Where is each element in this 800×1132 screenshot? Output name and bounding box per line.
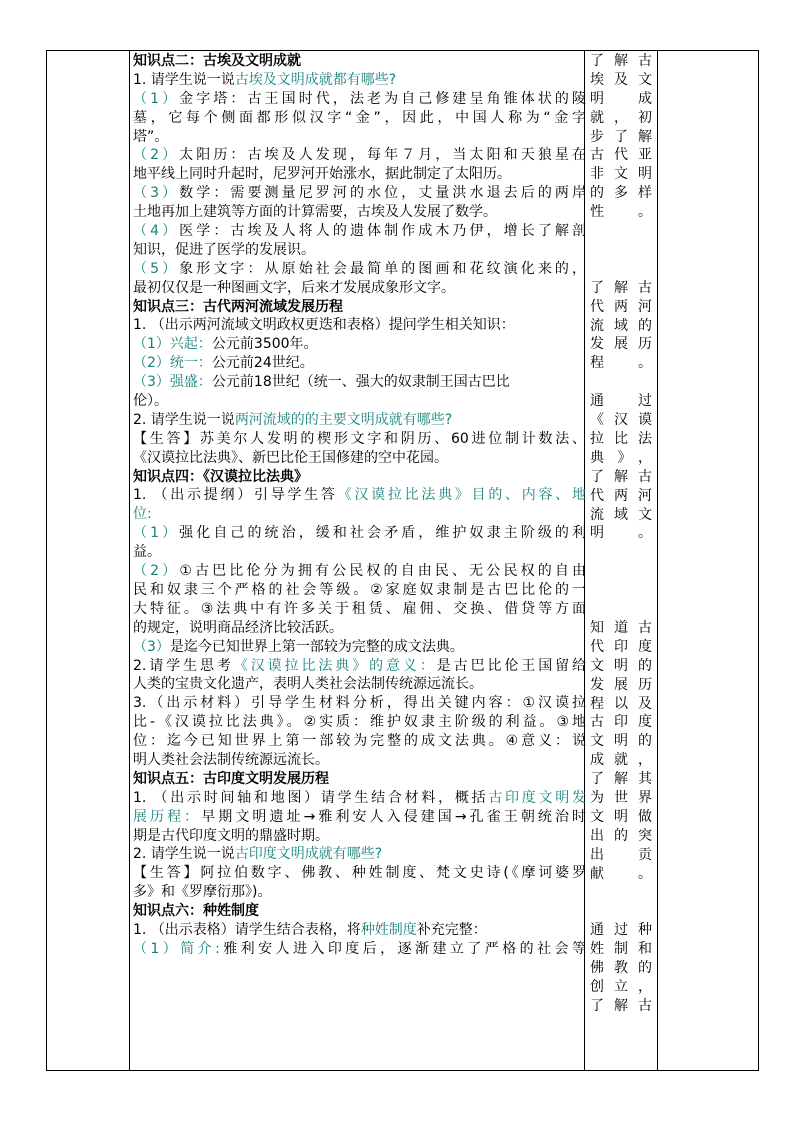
objective-line: 步了解 — [590, 128, 652, 145]
text-segment: 【生答】苏美尔人发明的楔形文字和阴历、60进位制计数法、 — [133, 430, 586, 447]
highlight-text: （1）简介: — [133, 940, 220, 957]
text-segment: 比-《汉谟拉比法典》。②实质：维护奴隶主阶级的利益。③地 — [133, 714, 586, 731]
content-line — [133, 392, 586, 411]
text-segment: 1. （出示提纲）引导学生答 — [133, 487, 338, 504]
content-line — [133, 505, 586, 524]
content-line — [133, 430, 586, 449]
content-line — [133, 109, 586, 128]
content-line — [133, 146, 586, 165]
content-line — [133, 675, 586, 694]
content-line — [133, 751, 586, 770]
objective-line: 文明的 — [590, 733, 652, 750]
text-segment: 太阳历：古埃及人发现，每年７月，当太阳和天狼星在 — [179, 147, 586, 164]
objective-line: 流域文 — [590, 506, 652, 523]
text-segment: 地平线上同时升起时，尼罗河开始涨水，据此制定了太阳历。 — [133, 166, 511, 183]
content-line — [133, 581, 586, 600]
objective-line: 埃及文 — [590, 71, 652, 88]
text-segment: 最初仅仅是一种图画文字，后来才发展成象形文字。 — [133, 279, 455, 296]
content-line — [133, 486, 586, 505]
highlight-text: （3）强盛： — [133, 374, 212, 391]
text-segment: 1. 请学生说一说 — [133, 71, 235, 88]
objective-note — [590, 619, 652, 883]
content-line — [133, 354, 586, 373]
highlight-text: （1）兴起： — [133, 336, 212, 353]
text-segment: 是古巴比伦王国留给 — [436, 657, 586, 674]
content-line — [133, 600, 586, 619]
content-line — [133, 90, 586, 109]
objective-line: 通 过 — [590, 393, 652, 410]
content-line — [133, 165, 586, 184]
objective-line: 代两河 — [590, 298, 652, 315]
text-segment: 人类的宝贵文化遗产，表明人类社会法制传统源远流长。 — [133, 676, 483, 693]
highlight-text: 位: — [133, 506, 152, 523]
objective-line: 性。 — [590, 204, 652, 221]
text-segment: 益。 — [133, 544, 161, 561]
content-line — [133, 694, 586, 713]
objective-line: 献。 — [590, 865, 652, 882]
text-segment: 知识，促进了医学的发展识。 — [133, 241, 315, 258]
objective-line: 文明的 — [590, 657, 652, 674]
text-segment: 早期文明遗址→雅利安人入侵建国→孔雀王朝统治时 — [201, 808, 586, 825]
text-segment: 1. （出示两河流域文明政权更迭和表格）提问学生相关知识： — [133, 317, 515, 334]
column-divider-1 — [129, 51, 130, 1070]
content-line — [133, 543, 586, 562]
teaching-content-column — [133, 52, 586, 959]
text-segment: 伦）。 — [133, 393, 168, 410]
text-segment: 知识点六：种姓制度 — [133, 903, 259, 920]
text-segment: 2. 请学生说一说 — [133, 846, 235, 863]
content-line — [133, 279, 586, 298]
highlight-text: （2） — [133, 147, 180, 164]
objective-note — [590, 279, 652, 373]
objective-line: 了解其 — [590, 771, 652, 788]
objective-line: 成就， — [590, 752, 652, 769]
objective-line: 发展历 — [590, 676, 652, 693]
text-segment: 补充完整： — [416, 921, 487, 938]
content-line — [133, 241, 586, 260]
content-line — [133, 373, 586, 392]
content-line — [133, 732, 586, 751]
highlight-text: （1） — [133, 525, 180, 542]
content-line — [133, 845, 586, 864]
content-line — [133, 562, 586, 581]
highlight-text: （2） — [133, 563, 180, 580]
text-segment: 塔”。 — [133, 128, 169, 145]
text-segment: 知识点四：《汉谟拉比法典》 — [133, 468, 308, 485]
text-segment: 【生答】阿拉伯数字、佛教、种姓制度、梵文史诗(《摩诃婆罗 — [133, 865, 586, 882]
objective-line: 拉比法 — [590, 430, 652, 447]
text-segment: 墓，它每个侧面都形似汉字“金”，因此，中国人称为“金字 — [133, 109, 586, 126]
objective-line: 为世界 — [590, 790, 652, 807]
objective-line: 了解古 — [590, 997, 652, 1014]
text-segment: 2. 请学生说一说 — [133, 411, 235, 428]
text-segment: 的规定，说明商品经济比较活跃。 — [133, 619, 343, 636]
content-line — [133, 883, 586, 902]
objective-line: 了解古 — [590, 53, 652, 69]
objective-line: 发展历 — [590, 336, 652, 353]
objective-line: 就，初 — [590, 109, 652, 126]
text-segment: 《汉谟拉比法典》、新巴比伦王国修建的空中花园。 — [133, 449, 448, 466]
content-line — [133, 657, 586, 676]
objective-line: 了解古 — [590, 468, 652, 485]
objective-line: 创立， — [590, 979, 652, 996]
text-segment: ①古巴比伦分为拥有公民权的自由民、无公民权的自由 — [179, 563, 586, 580]
text-segment: 是迄今已知世界上第一部较为完整的成文法典。 — [169, 638, 464, 655]
text-segment: 大特征。③法典中有许多关于租赁、雇佣、交换、借贷等方面 — [133, 600, 586, 617]
highlight-text: 《汉谟拉比法典》的意义： — [233, 657, 437, 674]
objective-line: 佛教的 — [590, 960, 652, 977]
section-heading — [133, 52, 586, 71]
objective-line: 姓制和 — [590, 941, 652, 958]
text-segment: 位：迄今已知世界上第一部较为完整的成文法典。④意义：说 — [133, 733, 586, 750]
highlight-text: （3） — [133, 638, 170, 655]
text-segment: 多》和《罗摩衍那》)。 — [133, 884, 272, 901]
content-line — [133, 222, 586, 241]
objective-line: 《汉谟 — [590, 412, 652, 429]
section-heading — [133, 902, 586, 921]
highlight-text: 展历程： — [133, 808, 202, 825]
objective-line: 出 贡 — [590, 846, 652, 863]
content-line — [133, 128, 586, 147]
text-segment: 知识点五：古印度文明发展历程 — [133, 770, 329, 787]
content-line — [133, 713, 586, 732]
text-segment: 知识点三：古代两河流域发展历程 — [133, 298, 343, 315]
text-segment: 数学：需要测量尼罗河的水位，丈量洪水退去后的两岸 — [179, 185, 586, 202]
content-line — [133, 316, 586, 335]
content-line — [133, 864, 586, 883]
objective-line: 文明做 — [590, 808, 652, 825]
objective-line: 流域的 — [590, 317, 652, 334]
content-line — [133, 827, 586, 846]
text-segment: 民和奴隶三个严格的社会等级。②家庭奴隶制是古巴比伦的一 — [133, 581, 586, 598]
text-segment: 公元前24世纪。 — [211, 355, 314, 372]
text-segment: 1. （出示表格）请学生结合表格，将 — [133, 921, 361, 938]
content-line — [133, 921, 586, 940]
highlight-text: 古印度文明成就有哪些? — [234, 846, 383, 863]
text-segment: 3.（出示材料）引导学生材料分析，得出关键内容：①汉谟拉 — [133, 695, 586, 712]
objective-line: 代印度 — [590, 638, 652, 655]
content-line — [133, 449, 586, 468]
objective-note — [590, 921, 652, 1015]
content-line — [133, 789, 586, 808]
highlight-text: （4） — [133, 223, 180, 240]
content-line — [133, 411, 586, 430]
highlight-text: 古印度文明发 — [488, 789, 586, 806]
column-divider-3 — [657, 51, 658, 1070]
text-segment: 1. （出示时间轴和地图）请学生结合材料，概括 — [133, 789, 489, 806]
text-segment: 期是古代印度文明的鼎盛时期。 — [133, 827, 329, 844]
section-heading — [133, 770, 586, 789]
objective-line: 典》， — [590, 449, 652, 466]
text-segment: 雅利安人进入印度后，逐渐建立了严格的社会等 — [219, 940, 586, 957]
highlight-text: 《汉谟拉比法典》目的、内容、地 — [337, 487, 586, 504]
lesson-table — [46, 50, 759, 1071]
objective-line: 代两河 — [590, 487, 652, 504]
objective-note — [590, 392, 652, 543]
highlight-text: 种姓制度 — [360, 921, 417, 938]
content-line — [133, 335, 586, 354]
content-line — [133, 619, 586, 638]
objective-line: 古代亚 — [590, 147, 652, 164]
text-segment: 土地再加上建筑等方面的计算需要，古埃及人发展了数学。 — [133, 204, 497, 221]
content-line — [133, 940, 586, 959]
content-line — [133, 638, 586, 657]
highlight-text: （1） — [133, 90, 180, 107]
objective-line: 的多样 — [590, 185, 652, 202]
text-segment: 象形文字：从原始社会最简单的图画和花纹演化来的， — [179, 260, 586, 277]
content-line — [133, 184, 586, 203]
objective-line: 明。 — [590, 525, 652, 542]
highlight-text: （3） — [133, 185, 180, 202]
objective-line: 明 成 — [590, 90, 652, 107]
content-line — [133, 260, 586, 279]
text-segment: 金字塔：古王国时代，法老为自己修建呈角锥体状的陵 — [179, 90, 586, 107]
content-line — [133, 71, 586, 90]
objective-line: 通过种 — [590, 922, 652, 939]
highlight-text: （2）统一： — [133, 355, 212, 372]
objective-line: 知道古 — [590, 620, 652, 636]
content-line — [133, 808, 586, 827]
text-segment: 明人类社会法制传统源远流长。 — [133, 751, 329, 768]
section-heading — [133, 468, 586, 487]
text-segment: 公元前18世纪（统一、强大的奴隶制王国古巴比 — [211, 374, 510, 391]
text-segment: 公元前3500年。 — [211, 336, 318, 353]
section-heading — [133, 298, 586, 317]
text-segment: 知识点二：古埃及文明成就 — [133, 53, 301, 69]
text-segment: 强化自己的统治，缓和社会矛盾，维护奴隶主阶级的利 — [179, 525, 586, 542]
text-segment: 医学：古埃及人将人的遗体制作成木乃伊，增长了解剖 — [179, 223, 586, 240]
highlight-text: 古埃及文明成就都有哪些? — [234, 71, 397, 88]
objective-line: 出的突 — [590, 827, 652, 844]
highlight-text: 两河流域的的主要文明成就有哪些? — [234, 411, 453, 428]
content-line — [133, 203, 586, 222]
content-line — [133, 524, 586, 543]
highlight-text: （5） — [133, 260, 180, 277]
objective-line: 非文明 — [590, 166, 652, 183]
objective-line: 程以及 — [590, 695, 652, 712]
objective-line: 了解古 — [590, 279, 652, 296]
objective-line: 程。 — [590, 355, 652, 372]
text-segment: 2.请学生思考 — [133, 657, 234, 674]
objective-note — [590, 52, 652, 222]
objective-line: 古印度 — [590, 714, 652, 731]
